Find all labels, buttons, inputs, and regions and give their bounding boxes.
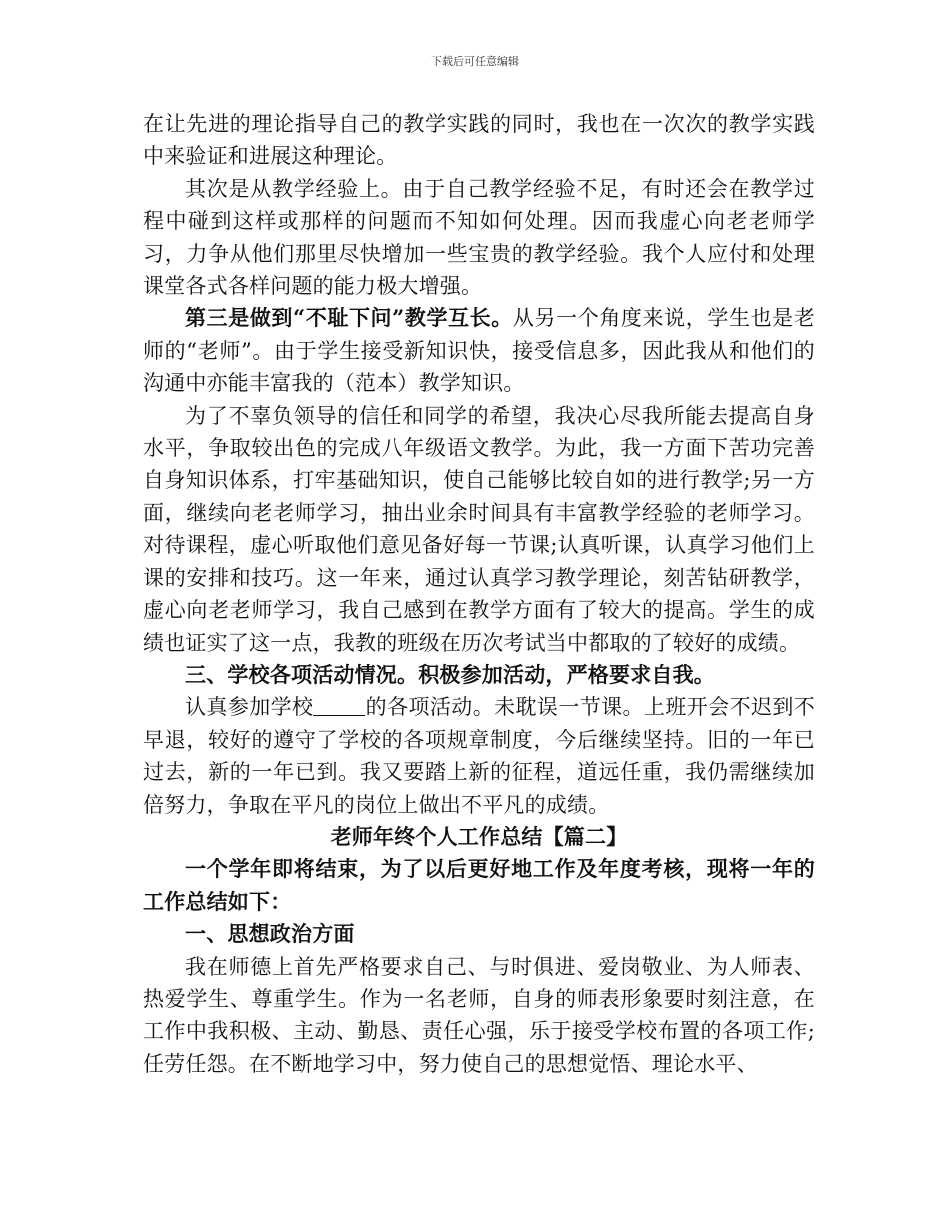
page-header: 下载后可任意编辑 <box>431 55 519 68</box>
paragraph-third-point-text: 从另一个角度来说，学生也是老师的“老师”。由于学生接受新知识快，接受信息多，因此我从和他们的沟通中亦能丰富我的（范本）教学知识。 <box>143 306 815 396</box>
paragraph-teaching-experience: 其次是从教学经验上。由于自己教学经验不足，有时还会在教学过程中碰到这样或那样的问题而不知如何处理。因而我虚心向老老师学习，力争从他们那里尽快增加一些宝贵的教学经验。我个人应付和处理课堂各式各样问题的能力极大增强。 <box>143 176 815 299</box>
paragraph-intro-part-two: 一个学年即将结束，为了以后更好地工作及年度考核，现将一年的工作总结如下： <box>143 856 815 914</box>
paragraph-ethics: 我在师德上首先严格要求自己、与时俱进、爱岗敬业、为人师表、热爱学生、尊重学生。作为一名老师，自身的师表形象要时刻注意，在工作中我积极、主动、勤恳、责任心强，乐于接受学校布置的各项工作;任劳任怨。在不断地学习中，努力使自己的思想觉悟、理论水平、 <box>143 954 815 1076</box>
section-heading-activities: 三、学校各项活动情况。积极参加活动，严格要求自我。 <box>185 661 715 687</box>
document-body <box>143 108 815 1080</box>
paragraph-activities <box>143 691 815 821</box>
paragraph-third-point-heading: 第三是做到“不耻下问”教学互长。 <box>185 305 513 331</box>
fill-in-blank <box>313 694 365 716</box>
paragraph-self-improvement: 为了不辜负领导的信任和同学的希望，我决心尽我所能去提高自身水平，争取较出色的完成八年级语文教学。为此，我一方面下苦功完善自身知识体系，打牢基础知识，使自己能够比较自如的进行教学;另一方面，继续向老老师学习，抽出业余时间具有丰富教学经验的老师学习。对待课程，虚心听取他们意见备好每一节课;认真听课，认真学习他们上课的安排和技巧。这一年来，通过认真学习教学理论，刻苦钻研教学，虚心向老老师学习，我自己感到在教学方面有了较大的提高。学生的成绩也证实了这一点，我教的班级在历次考试当中都取的了较好的成绩。 <box>143 403 815 655</box>
section-heading-ideology: 一、思想政治方面 <box>185 921 355 947</box>
article-title-part-two: 老师年终个人工作总结【篇二】 <box>330 823 628 849</box>
paragraph-third-point <box>143 302 815 399</box>
paragraph-activities-end: 的各项活动。未耽误一节课。上班开会不迟到不早退，较好的遵守了学校的各项规章制度，今后继续坚持。旧的一年已过去，新的一年已到。我又要踏上新的征程，道远任重，我仍需继续加倍努力，争取在平凡的岗位上做出不平凡的成绩。 <box>143 695 816 817</box>
paragraph-continuation: 在让先进的理论指导自己的教学实践的同时，我也在一次次的教学实践中来验证和进展这种理论。 <box>143 112 815 169</box>
paragraph-activities-start: 认真参加学校 <box>185 695 314 720</box>
